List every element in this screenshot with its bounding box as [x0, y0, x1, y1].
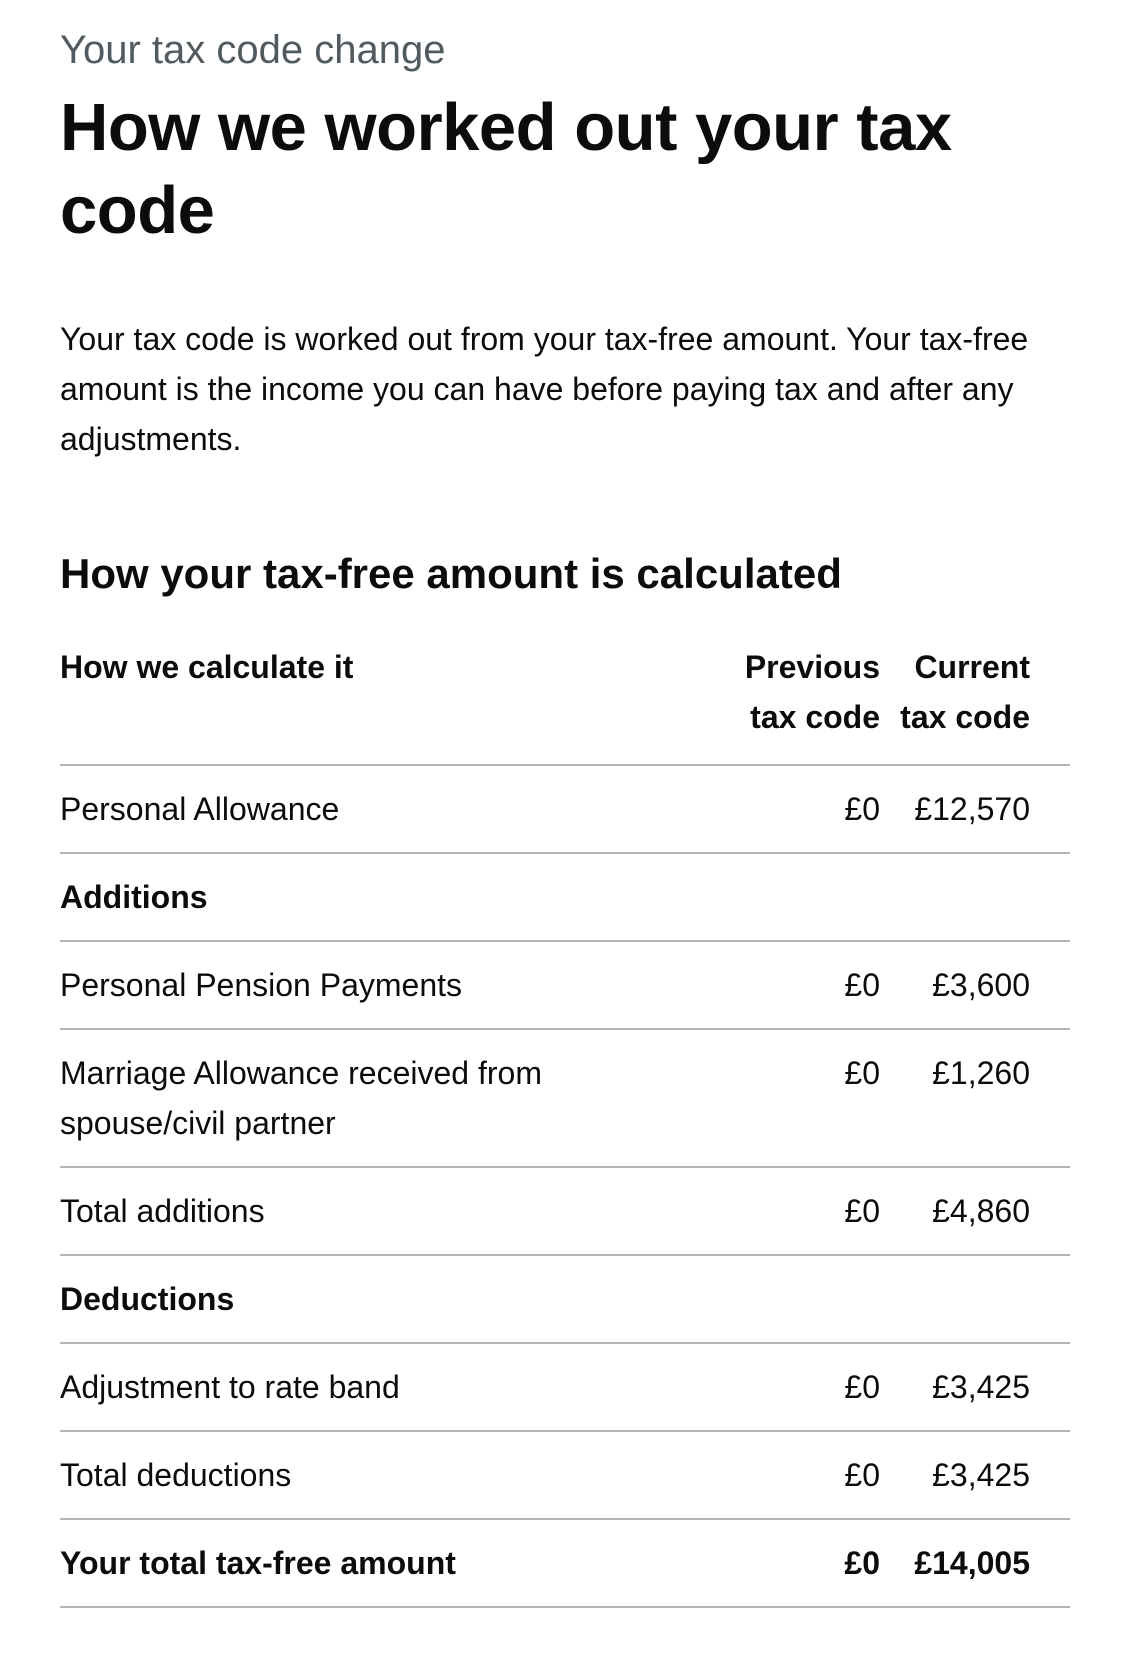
table-row-adjustment-to-rate-band [60, 1343, 1070, 1431]
row-current-value: £12,570 [880, 765, 1070, 853]
table-row-total-deductions [60, 1431, 1070, 1519]
row-label: Adjustment to rate band [60, 1343, 670, 1431]
row-previous-value: £0 [670, 1519, 880, 1607]
table-row-total-tax-free-amount [60, 1519, 1070, 1607]
intro-paragraph: Your tax code is worked out from your tax-free amount. Your tax-free amount is the income you can have before paying tax and after any adjustments. [60, 321, 1029, 457]
table-row-additions-heading [60, 853, 1070, 941]
header-previous-tax-code: Previous tax code [670, 642, 880, 765]
table-row-marriage-allowance [60, 1029, 1070, 1167]
row-previous-value: £0 [670, 1167, 880, 1255]
row-previous-value: £0 [670, 765, 880, 853]
table-row-personal-pension-payments [60, 941, 1070, 1029]
row-section-label: Additions [60, 853, 670, 941]
row-current-value: £3,425 [880, 1431, 1070, 1519]
page-title: How we worked out your tax code [60, 90, 952, 248]
row-label: Total additions [60, 1167, 670, 1255]
row-label: Total deductions [60, 1431, 670, 1519]
row-section-label: Deductions [60, 1255, 670, 1343]
section-heading: How your tax-free amount is calculated [60, 550, 842, 597]
table-row-personal-allowance [60, 765, 1070, 853]
row-current-value: £1,260 [880, 1029, 1070, 1167]
row-label: Your total tax-free amount [60, 1519, 670, 1607]
page-caption: Your tax code change [60, 28, 446, 72]
row-label: Personal Pension Payments [60, 941, 670, 1029]
row-current-value: £14,005 [880, 1519, 1070, 1607]
table-header-row [60, 642, 1070, 765]
row-previous-value: £0 [670, 941, 880, 1029]
tax-free-amount-table [60, 642, 1070, 1608]
row-current-value: £4,860 [880, 1167, 1070, 1255]
header-current-tax-code: Current tax code [880, 642, 1070, 765]
row-previous-value: £0 [670, 1431, 880, 1519]
row-current-value: £3,425 [880, 1343, 1070, 1431]
row-current-value: £3,600 [880, 941, 1070, 1029]
row-previous-value: £0 [670, 1029, 880, 1167]
row-label: Marriage Allowance received from spouse/civil partner [60, 1029, 670, 1167]
row-previous-value: £0 [670, 1343, 880, 1431]
table-row-deductions-heading [60, 1255, 1070, 1343]
row-label: Personal Allowance [60, 765, 670, 853]
table-row-total-additions [60, 1167, 1070, 1255]
header-how-we-calculate: How we calculate it [60, 642, 670, 765]
